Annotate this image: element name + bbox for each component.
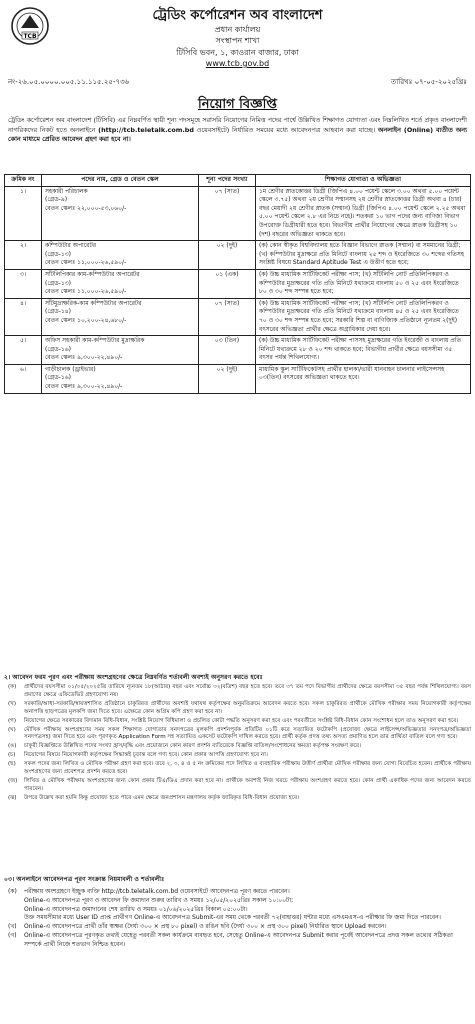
condition-text: চাকুরী বিজ্ঞপ্তিতে উল্লিখিত পদের সংখ্যা হ্রাস/বৃদ্ধি এবং প্রয়োজনে কোন কারণ প্রদর্শন ব্যতিরেকে বিজ্ঞপ্তি বাতিল/সংশোধনের ক্ষমতা কর্তৃপক্ষ সংরক্ষণ করে। [24,743,362,750]
condition-text: প্রার্থীদের বয়সসীমা ০১/০৫/২০২৫খ্রি তারিখে ন্যূনতম ১৮(আঠার) বছর এবং সর্বোচ্চ ৩২(বত্রিশ) বছর হতে হবে। তবে ৩৭ তম পদে বিভাগীয় প্রার্থীদের ক্ষেত্রে বয়সসীমা ৩৫ বছর পর্যন্ত শিথিলযোগ্য। বয়স প্রমাণের ক্ষেত্রে এফিডেভিট গ্রহণযোগ্য নয়। [24,684,471,698]
table-row [5,269,471,298]
post-name: গাড়ীচালক (ড্রাইভার) [45,365,96,373]
list-item [8,795,471,803]
branch-name: সংস্থাপন শাখা [215,36,260,45]
header-qualification: শিক্ষাগত যোগ্যতা ও অভিজ্ঞতা [256,175,471,187]
row-serial: ৩। [5,269,42,298]
row-serial: ৫। [5,336,42,365]
conditions-list [8,684,471,804]
post-name: সাঁটমুদ্রাক্ষরিক-কাম কম্পিউটার অপারেটর [45,299,142,307]
row-post [42,241,199,270]
apply-link[interactable]: (http://tcb.teletalk.com.bd [98,125,194,134]
condition-text: সকল পদের জন্য লিখিত ও মৌখিক পরীক্ষা গ্রহণ করা হবে। তবে ২, ৩, ৪ ও ৫ নং ক্রমিকের পদে লিখিত ও ব্যবহারিক পরীক্ষায় উত্তীর্ণ প্রার্থীরা মৌখিক পরীক্ষার জন্য যোগ্য বিবেচিত হবেন। প্রার্থীকে পরীক্ষায় অংশগ্রহণের জন্য প্রবেশপত্র প্রদর্শন করতে হবে। [24,761,471,776]
post-grade: (গ্রেড-১৬) [45,374,71,382]
online-end: Online-এ আবেদনপত্র জমাদানের শেষ তারিখ ও সময়ঃ ০১/০৬/২০২৫খ্রিঃ বিকাল ০৫:০০টা। [24,905,248,913]
header-post: পদের নাম, গ্রেড ও বেতন স্কেল [42,175,199,187]
post-grade: (গ্রেড-১৬) [45,345,71,353]
online-rule-a: পরীক্ষায় অংশগ্রহণে ইচ্ছুক ব্যক্তি http://tcb.teletalk.com.bd ওয়েবসাইটে আবেদনপত্র পূরণ করতে পারবেন। [24,888,290,895]
condition-key: (গ) [8,717,17,724]
post-name: সহকারী পরিচালক [45,187,88,195]
list-item [8,727,471,743]
vacancy-count: ০৭ (সাত) [199,298,256,335]
post-grade: (গ্রেড-১৩) [45,250,71,258]
qualification: মাধ্যমিক স্কুল সার্টিফিকেটসহ প্রার্থীর হালকা/ভারী যানবাহন চালনার লাইসেন্সসহ ০৩(তিন) বৎসরের অভিজ্ঞতা থাকতে হবে। [256,364,471,393]
address: টিসিবি ভবন, ১, কাওরান বাজার, ঢাকা [176,48,299,57]
row-post [42,298,199,335]
condition-text: সরকারি/আধা-সরকারি/স্বায়ত্তশাসিত প্রতিষ্ঠানে চাকুরিরত প্রার্থীদের অবশ্যই যথাযথ কর্তৃপক্ষের অনুমতিক্রমে আবেদন করতে হবে। সকল চাকুরিরত প্রার্থীকে মৌখিক পরীক্ষার সময় নিয়োগকারী কর্তৃপক্ষের অনাপত্তি ছাড়পত্রের মূলকপি জমা দিতে হবে। এক্ষেত্রে কোন অগ্রিম কপি গ্রহণ করা হবে না। [24,700,471,715]
list-item [8,743,471,751]
list-item: (খ) Online-এ আবেদনপত্রে প্রার্থী তাঁর স্বাক্ষর (দৈর্ঘ্য ৩০০ × প্রস্থ ৮০ pixel) ও রঙিন ছবি (দৈর্ঘ্য ৩০০ × প্রস্থ ৩০০ pixel) নির্ধারিত স্থানে Upload করবেন। [8,923,471,932]
table-row [5,364,471,393]
condition-text: নিয়োগের বিষয়ে নিয়োগকারী কর্তৃপক্ষের সিদ্ধান্তই চূড়ান্ত বলে গণ্য হবে। কোন প্রকার আপত্তি গ্রহণযোগ্য হবে না। [24,752,268,759]
pay-scale: বেতন স্কেলঃ ১১,০০০-২৬,৫৯০/- [45,288,127,296]
qualification: (ক) উচ্চ মাধ্যমিক সার্টিফিকেট পরীক্ষা পাস; (খ) সাঁটলিপি নোট প্রতিলিপিকরণ ও কম্পিউটার মুদ্রাক্ষরের গতি প্রতি মিনিটে যথাক্রমে বাংলায় ৫০ ও ২৫ এবং ইংরেজিতে ৮০ ও ৩০ শব্দ সম্পন্ন হতে হবে; [256,269,471,298]
condition-key: (ছ) [8,761,16,768]
intro-text: ট্রেডিং কর্পোরেশন অব বাংলাদেশ (টিসিবি) এর নিম্নবর্ণিত স্থায়ী শূন্য পদসমূহে সরাসরি নিয়োগের নিমিত্ত পদের পার্শ্বে উল্লিখিত শিক্ষাগত যোগ্যতা এবং নিম্নলিখিত শর্তে প্রকৃত বাংলাদেশী নাগরিকদের নিকট হতে অনলাইনে [8,116,467,134]
table-row [5,186,471,241]
condition-key: (খ) [8,700,17,707]
row-post [42,269,199,298]
list-item [8,701,471,717]
pay-scale: বেতন স্কেলঃ ১১,০০০-২৬,৫৯০/- [45,259,127,267]
online-start: Online-এ আবেদনপত্র পূরণ ও আবেদন ফি জমাদান শুরুর তারিখ ও সময়ঃ ১২/০৫/২০২৫খ্রিঃ সকাল ১০:০০টা; [24,896,294,904]
post-grade: (গ্রেড-১৩) [45,279,71,287]
condition-text: নিয়োগের ক্ষেত্রে সরকারের বিদ্যমান বিধি-বিধান, সংশ্লিষ্ট নিয়োগ বিধিমালা ও প্রচলিত কোটা পদ্ধতি অনুসরণ করা হবে এবং পরবর্তীতে সংশ্লিষ্ট বিধি-বিধান কোন সংশোধন হলে তাও অনুসরণ করা হবে। [24,717,459,724]
post-grade: (গ্রেড-৯) [45,196,68,204]
notice-date: তারিখঃ ০৭-০৫-২০২৫খ্রিঃ [390,78,467,86]
condition-text: লিখিত ও মৌখিক পরীক্ষায় অংশগ্রহণের জন্য কোন প্রকার টিএ/ডিএ প্রদান করা হবে না। প্রার্থীকে অবশ্যই নিজ খরচে পরীক্ষায় অংশগ্রহণ করতে হবে। কোন প্রার্থী একাধিক পদের জন্য আবেদন করতে পারবেন। [24,777,471,792]
section-2-title: ২। আবেদন ফরম পূরণ এবং পরীক্ষায় অংশগ্রহণের ক্ষেত্রে নিম্নবর্ণিত শর্তাবলী অবশ্যই অনুসরণ করতে হবেঃ [4,674,263,681]
vacancy-count: ০১ (এক) [199,269,256,298]
pay-scale: বেতন স্কেলঃ ৯,৩০০-২২,৪৯০/- [45,383,123,391]
row-post [42,364,199,393]
memo-number: নং-২৬.০৫.০০০০.০০৫.১১.১১৫.২৫-৭৩৬ [8,78,130,86]
header-serial: ক্রমিক নং [5,175,42,187]
post-grade: (গ্রেড-১৪) [45,308,71,316]
condition-key: (ঝ) [8,794,17,801]
qualification: ১ম শ্রেণীর স্নাতকোত্তর ডিগ্রী (জিপিএ ৪.০০ পয়েন্ট স্কেলে ৩.০০ অথবা ৫.০০ পয়েন্ট স্কেলে ৩.৭৫) অথবা ২য় শ্রেণীর সম্মানসহ ২য় শ্রেণীর স্নাতকোত্তর ডিগ্রী অথবা ৪ (চার) বছর মেয়াদী ২য় শ্রেণীর স্নাতক (সম্মান) ডিগ্রী (জিপিএ ৪.০০ পয়েন্ট স্কেলে ২.২৫ অথবা ৫.০০ পয়েন্ট স্কেলে ২.৮ এর নিচে নহে)। শতকরা ১০ ভাগ পদের জন্য বাণিজ্য বিভাগ উপরোক্ত ডিগ্রীধারী হতে হবে। বিভাগীয় প্রার্থীর নিয়োগের ক্ষেত্রে স্নাতক ডিগ্রীসহ ১০ (দশ) বছরের অভিজ্ঞতা থাকতে হবে। [256,186,471,241]
post-name: সাঁটলিপিকার কাম-কম্পিউটার অপারেটর [45,270,140,278]
section-3-title: ০৩। অনলাইনে আবেদনপত্র পূরণ সংক্রান্ত নিয়মাবলী ও শর্তাবলীঃ [4,876,165,883]
intro-text-2: ওয়েবসাইটে) নির্ধারিত সময়ের মধ্যে আবেদনপত্র আহবান করা যাচ্ছে। [196,125,376,134]
logo-text: TCB [23,33,37,40]
condition-key: (জ) [8,777,18,784]
row-serial: ১। [5,186,42,241]
condition-key: (ঘ) [8,726,16,733]
row-serial: ৪। [5,298,42,335]
header-count: শূন্য পদের সংখ্যা [199,175,256,187]
org-name: ট্রেডিং কর্পোরেশন অব বাংলাদেশ [152,8,323,23]
online-rule-b: Online-এ আবেদনপত্রে প্রার্থী তাঁর স্বাক্ষর (দৈর্ঘ্য ৩০০ × প্রস্থ ৮০ pixel) ও রঙিন ছবি (দৈর্ঘ্য ৩০০ × প্রস্থ ৩০০ pixel) নির্ধারিত স্থানে Upload করবেন। [24,923,387,931]
online-fee-note: উক্ত সময়সীমার মধ্যে User ID প্রাপ্ত প্রার্থীগণ Online-এ আবেদনপত্র Submit-এর সময় থেকে পরবর্তী ৭২(বাহাত্তর) ঘন্টার মধ্যে এসএমএস-এ পরীক্ষার ফি জমা দিতে পারবেন। [24,914,441,922]
row-post [42,336,199,365]
intro-paragraph [8,116,467,145]
condition-text: উপরে উল্লেখ করা হয়নি কিন্তু প্রযোজ্য হতে পারে এমন ক্ষেত্রে জনপ্রশাসন মন্ত্রণালয় কর্তৃক জারিকৃত বিধি-বিধান প্রযোজ্য হবে। [24,794,300,801]
condition-text: মৌখিক পরীক্ষায় অংশগ্রহণের সময় সকল শিক্ষাগত যোগ্যতার সনদপত্রের মূলকপি প্রদর্শনপূর্বক প্রতিটির ০১টি করে সত্যায়িত ফটোকপি (প্রযোজ্য ক্ষেত্রে লাইসেন্স/অভিজ্ঞতার সনদপত্র/অভিজ্ঞতা সনদপত্রসহ) জমা দিতে হবে এবং পূরণকৃত Application Form সহ সত্যায়িত একসেট ফটোকপি দাখিল করতে হবে। প্রার্থী কর্তৃক প্রদত্ত তথ্য অসত্য প্রমাণিত হলে তার প্রার্থিতা বাতিল বলে গণ্য হবে। [24,726,471,741]
table-header-row [5,175,471,187]
list-item [8,752,471,760]
row-post [42,186,199,241]
online-only-note: অনলাইন (Online) ব্যতীত অন্য কোন মাধ্যমে প্রেরিত আবেদন গ্রহণ করা হবে না। [8,125,467,143]
vacancy-count: ০২ (দুই) [199,364,256,393]
condition-key: (চ) [8,752,16,759]
list-item [8,761,471,777]
pay-scale: বেতন স্কেলঃ ২২,০০০-৫৩,০৬০/- [45,204,127,212]
vacancy-count: ০৭ (সাত) [199,186,256,241]
list-item [8,718,471,726]
table-row [5,241,471,270]
condition-key: (ক) [8,684,17,690]
vacancy-count: ০২ (দুই) [199,241,256,270]
row-serial: ২। [5,241,42,270]
table-row [5,336,471,365]
vacancy-table [4,174,471,394]
list-item [8,778,471,794]
list-item: (গ) Online-এ আবেদনপত্রে পূরণকৃত তথ্যই যেহেতু পরবর্তী সকল কার্যক্রমে ব্যবহৃত হবে, সেহেতু Online-এ আবেদনপত্র Submit করার পূর্বেই আবেদনপত্রে প্রদত্ত সকল তথ্যের সঠিকতা সম্পর্কে প্রার্থী নিজে শতভাগ নিশ্চিত হবেন। [8,932,471,950]
online-rules [8,888,471,950]
table-row [5,298,471,335]
pay-scale: বেতন স্কেলঃ ৯,৩০০-২২,৪৯০/- [45,354,123,362]
list-item: (ক) পরীক্ষায় অংশগ্রহণে ইচ্ছুক ব্যক্তি http://tcb.teletalk.com.bd ওয়েবসাইটে আবেদনপত্র পূরণ করতে পারবেন। [8,888,471,897]
office-name: প্রধান কার্যালয় [214,25,261,34]
qualification: (ক) উচ্চ মাধ্যমিক সার্টিফিকেট পরীক্ষা পাসসহ মুদ্রাক্ষরের গতি ইংরেজী ও বাংলায় প্রতি মিনিটে যথাক্রমে ২৮ ও ২০ শব্দ থাকতে হবে; বিভাগীয় প্রার্থীর ক্ষেত্রে বয়সসীমা ৩৫ বৎসর পর্যন্ত শিথিলযোগ্য। [256,336,471,365]
online-rule-c: Online-এ আবেদনপত্রে পূরণকৃত তথ্যই যেহেতু পরবর্তী সকল কার্যক্রমে ব্যবহৃত হবে, সেহেতু Online-এ আবেদনপত্র Submit করার পূর্বেই আবেদনপত্রে প্রদত্ত সকল তথ্যের সঠিকতা সম্পর্কে প্রার্থী নিজে শতভাগ নিশ্চিত হবেন। [24,931,453,948]
post-name: অফিস সহকারী কাম-কম্পিউটার মুদ্রাক্ষরিক [45,337,145,345]
qualification: (ক) কোন স্বীকৃত বিশ্ববিদ্যালয় হতে বিজ্ঞান বিভাগে স্নাতক (সম্মান) বা সমমানের ডিগ্রী; (খ) কম্পিউটার মুদ্রাক্ষরে প্রতি মিনিটে বাংলায় ২৫ শব্দ ও ইংরেজিতে ৩০ শব্দের গতিসহ সংশ্লিষ্ট বিষয়ে Standard Aptitude Test এ উত্তীর্ণ হতে হবে; [256,241,471,270]
qualification: (ক) উচ্চ মাধ্যমিক সার্টিফিকেট পরীক্ষা পাস; (খ) সাঁটলিপি নোট প্রতিলিপিকরণ ও কম্পিউটার মুদ্রাক্ষরের গতি প্রতি মিনিটে যথাক্রমে বাংলায় ৪৫ ও ২৫ এবং ইংরেজিতে ৭০ ও ৩০ শব্দ সম্পন্ন হতে হবে; সরকারি শিল্প বা বাণিজ্যিক প্রতিষ্ঠানে ন্যূনতম ২(দুই) বৎসরের অভিজ্ঞতা প্রার্থীর ক্ষেত্রে অগ্রাধিকার দেয়া হবে। [256,298,471,335]
website-link[interactable]: www.tcb.gov.bd [205,59,270,68]
list-item [8,684,471,700]
pay-scale: বেতন স্কেলঃ ১০,২০০-২৪,৬৮০/- [45,316,127,324]
vacancy-count: ০৩ (তিন) [199,336,256,365]
row-serial: ৬। [5,364,42,393]
condition-key: (ঙ) [8,743,17,750]
post-name: কম্পিউটার অপারেটর [45,242,97,250]
notice-title: নিয়োগ বিজ্ঞপ্তি [198,97,277,112]
